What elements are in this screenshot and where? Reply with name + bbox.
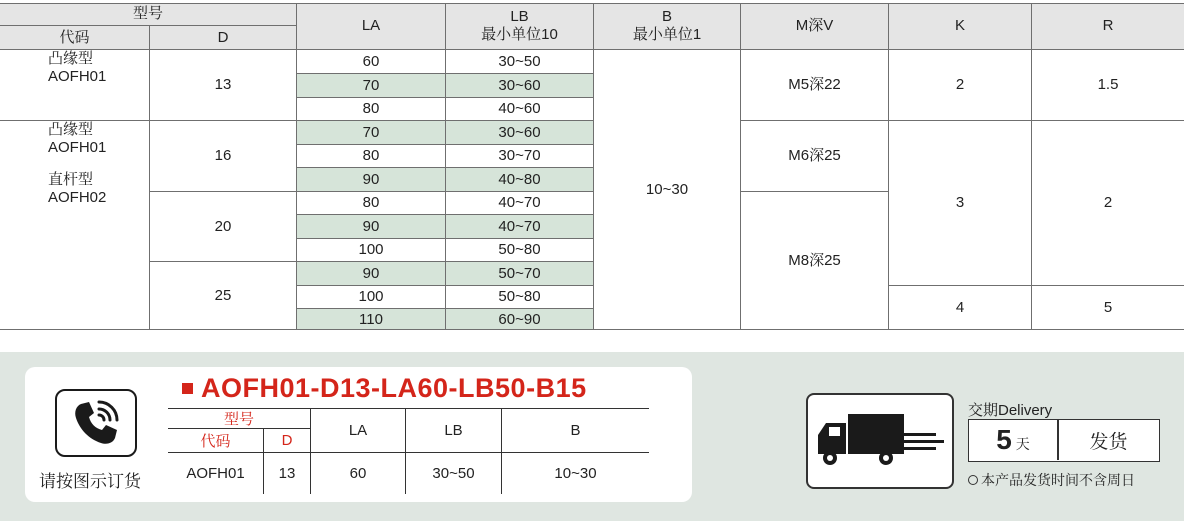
grid-line [297,97,593,98]
ex-header-lb: LB [444,421,463,439]
m-value: M8深25 [788,252,841,269]
grid-line [0,120,593,121]
lb-value: 30~50 [498,52,541,70]
la-value: 60 [362,52,380,70]
grid-line [168,428,310,429]
delivery-note [968,470,1135,490]
la-value: 90 [362,217,380,235]
d-value: 20 [214,217,232,235]
k-value: 3 [955,194,965,211]
ex-value-b: 10~30 [554,464,597,482]
ex-header-model: 型号 [223,410,254,428]
la-value: 70 [362,123,380,141]
grid-line [149,25,150,330]
grid-line [741,120,1184,121]
header-mv: M深V [741,3,888,49]
grid-line [297,308,593,309]
grid-line [0,3,1184,4]
header-b-label: B [661,8,672,25]
grid-line [297,285,593,286]
lb-value: 50~80 [498,241,541,258]
code-type: 凸缘型 [48,50,94,67]
phone-icon [55,389,137,457]
grid-line [888,3,889,330]
delivery-ship: 发货 [1089,431,1128,453]
b-value: 10~30 [645,181,689,198]
d-value: 25 [214,287,232,304]
lb-value: 30~60 [498,76,541,94]
la-value: 110 [359,310,383,328]
order-code-text: AOFH01-D13-LA60-LB50-B15 [201,373,587,403]
la-value: 80 [362,147,380,164]
lb-value: 60~90 [498,310,541,328]
header-lb-unit: 最小单位10 [481,26,558,43]
d-value: 16 [214,147,232,164]
delivery-days [969,420,1057,460]
la-value: 80 [362,194,380,211]
la-value: 90 [362,264,380,282]
lb-value: 40~70 [498,194,541,211]
lb-value: 50~70 [498,264,541,282]
code-value: AOFH02 [48,189,107,206]
k-value: 4 [955,299,965,316]
ex-value-code: AOFH01 [186,464,245,482]
header-d: D [150,26,296,49]
grid-line [150,261,593,262]
delivery-title: 交期Delivery [968,402,1053,419]
ex-value-la: 60 [349,464,367,482]
delivery-note-text: 本产品发货时间不含周日 [981,472,1135,488]
grid-line [297,73,593,74]
la-value: 70 [362,76,380,94]
code-value: AOFH01 [48,139,107,156]
code-group-1 [0,50,149,120]
ex-value-d: 13 [278,464,296,482]
grid-line [741,191,888,192]
order-example-table [168,408,649,494]
square-bullet-icon [182,383,193,394]
header-lb-label: LB [510,8,529,25]
code-type: 凸缘型 [48,121,94,138]
header-la: LA [297,3,445,49]
grid-line [297,144,593,145]
lb-value: 30~60 [498,123,541,141]
grid-line [310,408,311,494]
header-r: R [1032,3,1184,49]
delivery-days-unit: 天 [1015,436,1030,452]
r-value: 1.5 [1097,76,1119,93]
header-k: K [889,3,1031,49]
la-value: 80 [362,100,380,117]
grid-line [405,408,406,494]
lb-value: 50~80 [498,288,541,305]
la-value: 100 [358,288,384,305]
grid-line [0,25,296,26]
m-value: M6深25 [788,147,841,164]
code-group-2 [0,121,149,330]
header-b-unit: 最小单位1 [632,26,702,43]
code-value: AOFH01 [48,68,107,85]
k-value: 2 [955,76,965,93]
grid-line [889,285,1184,286]
lb-value: 40~60 [498,100,541,117]
truck-icon [806,393,954,489]
grid-line [150,191,593,192]
circle-bullet-icon [968,475,978,485]
grid-line [0,49,1184,50]
grid-line [263,429,264,494]
d-value: 13 [214,76,232,93]
m-value: M5深22 [788,76,841,93]
grid-line [740,3,741,330]
order-panel [0,352,1184,521]
spec-table [0,3,1184,330]
grid-line [297,238,593,239]
r-value: 5 [1103,299,1113,316]
order-example-card [25,367,692,502]
grid-line [297,167,593,168]
delivery-days-number: 5 [996,424,1012,455]
header-code: 代码 [0,26,149,49]
grid-line [168,452,649,453]
lb-value: 40~80 [498,170,541,188]
code-type: 直杆型 [48,171,94,188]
grid-line [0,329,1184,330]
grid-line [168,408,649,409]
grid-line [297,214,593,215]
ex-header-b: B [570,421,581,439]
grid-line [501,408,502,494]
ex-header-d: D [281,432,293,449]
r-value: 2 [1103,194,1113,211]
la-value: 100 [358,241,384,258]
order-instruction: 请按图示订货 [39,472,141,491]
grid-line [593,3,594,330]
grid-line [1031,3,1032,330]
lb-value: 30~70 [498,147,541,164]
ex-value-lb: 30~50 [432,464,475,482]
header-lb [446,3,593,49]
header-model: 型号 [0,3,296,25]
ex-header-code: 代码 [200,433,231,450]
header-b [594,3,740,49]
lb-value: 40~70 [498,217,541,235]
order-code [182,373,587,404]
ex-header-la: LA [348,421,368,439]
la-value: 90 [362,170,380,188]
delivery-box [968,419,1160,462]
